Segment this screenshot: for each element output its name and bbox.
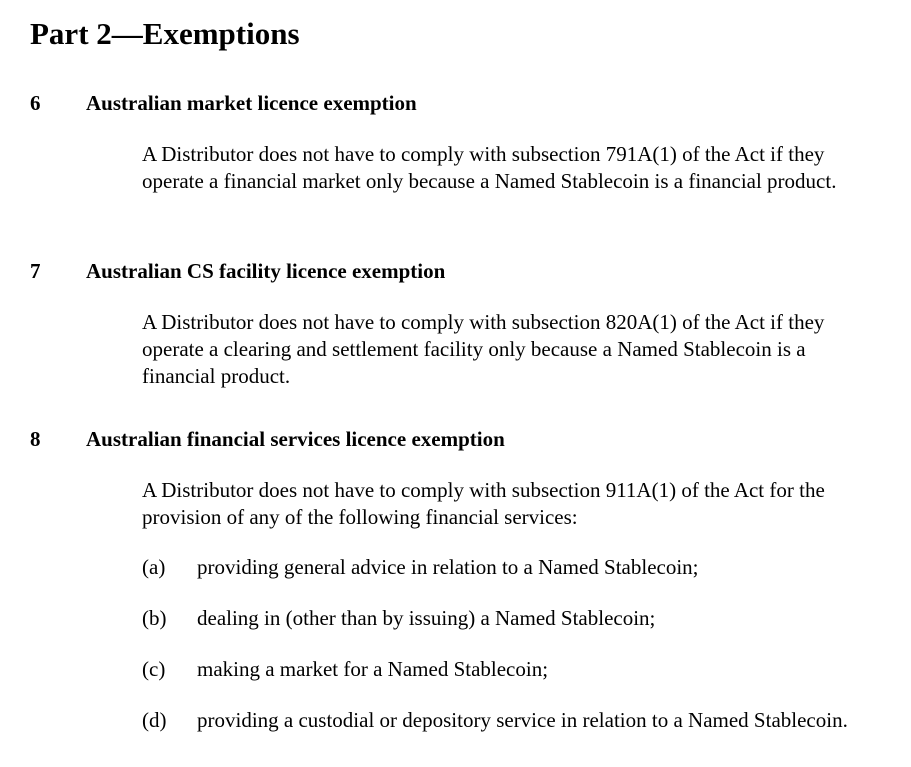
- section-heading-6: [30, 89, 417, 117]
- list-item-d: [142, 707, 872, 734]
- section-heading-8: [30, 425, 505, 453]
- section-body-6: A Distributor does not have to comply with subsection 791A(1) of the Act if they operate a financial market only because a Named Stablecoin is a financial product.: [142, 142, 837, 193]
- list-item-c: [142, 656, 872, 683]
- list-item-label: (b): [142, 606, 167, 630]
- list-item-a: [142, 554, 872, 581]
- list-item-label: (c): [142, 657, 166, 681]
- section-number: 6: [30, 91, 41, 115]
- list-item-label: (a): [142, 555, 166, 579]
- list-item-text: providing a custodial or depository service in relation to a Named Stablecoin.: [197, 708, 848, 732]
- section-number: 8: [30, 427, 41, 451]
- list-item-text: providing general advice in relation to a Named Stablecoin;: [197, 555, 699, 579]
- part-title: Part 2—Exemptions: [30, 16, 300, 51]
- section-body-8: A Distributor does not have to comply with subsection 911A(1) of the Act for the provision of any of the following financial services:: [142, 478, 825, 529]
- list-item-b: [142, 605, 872, 632]
- list-item-text: making a market for a Named Stablecoin;: [197, 657, 549, 681]
- list-item-text: dealing in (other than by issuing) a Named Stablecoin;: [197, 606, 656, 630]
- section-body-7: A Distributor does not have to comply with subsection 820A(1) of the Act if they operate a clearing and settlement facility only because a Named Stablecoin is a financial product.: [142, 310, 825, 388]
- section-number: 7: [30, 259, 41, 283]
- list-item-label: (d): [142, 708, 167, 732]
- section-title: Australian market licence exemption: [86, 91, 417, 115]
- section-title: Australian financial services licence exemption: [86, 427, 505, 451]
- section-heading-7: [30, 257, 445, 285]
- section-title: Australian CS facility licence exemption: [86, 259, 446, 283]
